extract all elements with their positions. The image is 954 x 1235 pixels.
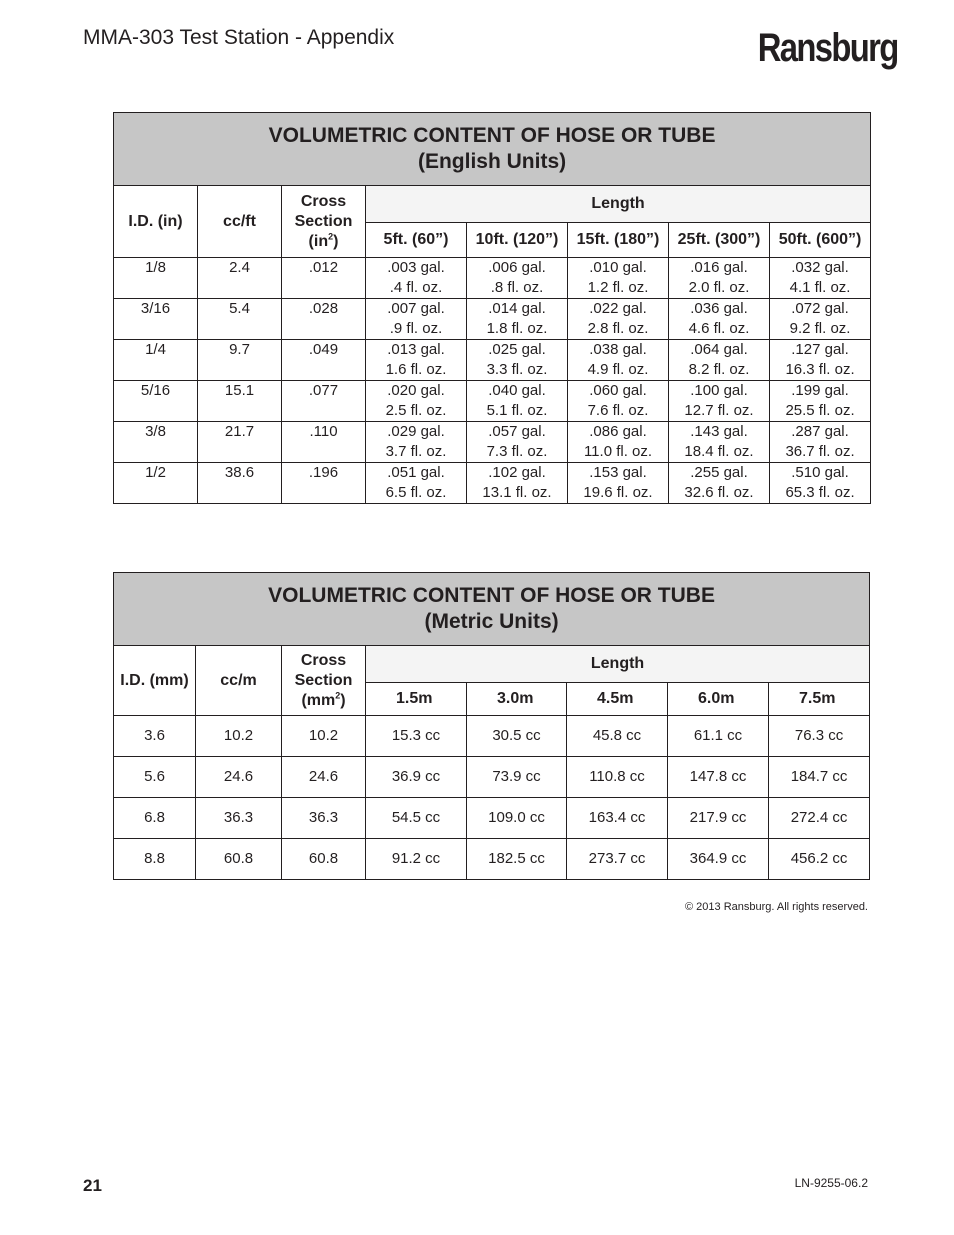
volume-cell — [770, 422, 871, 463]
gallons-value: .014 gal. — [488, 300, 546, 317]
gallons-value: .102 gal. — [488, 464, 546, 481]
gallons-value: .153 gal. — [589, 464, 647, 481]
volume-cell — [366, 422, 467, 463]
volume-cell — [366, 463, 467, 504]
cc-cell: 24.6 — [196, 757, 282, 798]
gallons-value: .036 gal. — [690, 300, 748, 317]
gallons-value: .051 gal. — [387, 464, 445, 481]
id-cell: 8.8 — [114, 839, 196, 880]
fluid-ounces-value: .4 fl. oz. — [389, 279, 443, 296]
volume-cell — [770, 463, 871, 504]
id-cell: 1/8 — [114, 258, 198, 299]
gallons-value: .072 gal. — [791, 300, 849, 317]
fluid-ounces-value: 1.6 fl. oz. — [385, 361, 447, 378]
volume-cell: 36.9 cc — [366, 757, 467, 798]
volume-cell — [366, 340, 467, 381]
volume-cell: 61.1 cc — [668, 716, 769, 757]
volume-cell: 163.4 cc — [567, 798, 668, 839]
gallons-value: .029 gal. — [387, 423, 445, 440]
table-row — [114, 381, 871, 422]
id-cell: 5.6 — [114, 757, 196, 798]
cross-section-cell: .196 — [282, 463, 366, 504]
copyright-notice: © 2013 Ransburg. All rights reserved. — [685, 901, 868, 913]
volume-cell — [366, 299, 467, 340]
volume-cell — [669, 463, 770, 504]
page-header-title: MMA-303 Test Station - Appendix — [83, 26, 395, 49]
cross-section-cell: .077 — [282, 381, 366, 422]
gallons-value: .086 gal. — [589, 423, 647, 440]
cross-section-cell: 10.2 — [282, 716, 366, 757]
gallons-value: .510 gal. — [791, 464, 849, 481]
fluid-ounces-value: 4.9 fl. oz. — [587, 361, 649, 378]
fluid-ounces-value: 1.8 fl. oz. — [486, 320, 548, 337]
cc-cell: 10.2 — [196, 716, 282, 757]
volume-cell — [467, 381, 568, 422]
english-units-table — [113, 112, 871, 504]
fluid-ounces-value: 1.2 fl. oz. — [587, 279, 649, 296]
volume-cell: 456.2 cc — [769, 839, 870, 880]
table-row — [114, 839, 870, 880]
length-header: Length — [366, 646, 870, 683]
gallons-value: .007 gal. — [387, 300, 445, 317]
cross-section-cell: 36.3 — [282, 798, 366, 839]
cross-unit-label: $(mm^2)$ — [301, 690, 346, 709]
volume-cell — [669, 258, 770, 299]
volume-cell: 272.4 cc — [769, 798, 870, 839]
fluid-ounces-value: 36.7 fl. oz. — [785, 443, 855, 460]
gallons-value: .038 gal. — [589, 341, 647, 358]
volume-cell — [366, 258, 467, 299]
volume-cell — [669, 299, 770, 340]
col-header-cross-section — [282, 646, 366, 716]
gallons-value: .013 gal. — [387, 341, 445, 358]
fluid-ounces-value: 9.2 fl. oz. — [789, 320, 851, 337]
gallons-value: .199 gal. — [791, 382, 849, 399]
length-column-header: 7.5m — [769, 683, 870, 716]
volume-cell: 147.8 cc — [668, 757, 769, 798]
fluid-ounces-value: 2.8 fl. oz. — [587, 320, 649, 337]
volume-cell: 184.7 cc — [769, 757, 870, 798]
gallons-value: .032 gal. — [791, 259, 849, 276]
cc-cell: 2.4 — [198, 258, 282, 299]
cross-label: Cross — [300, 651, 347, 669]
table-title-line1: VOLUMETRIC CONTENT OF HOSE OR TUBE — [268, 124, 716, 147]
cross-section-cell: 24.6 — [282, 757, 366, 798]
length-column-header: 1.5m — [366, 683, 467, 716]
volume-cell — [669, 422, 770, 463]
length-column-header: 4.5m — [567, 683, 668, 716]
fluid-ounces-value: 65.3 fl. oz. — [785, 484, 855, 501]
id-cell: 1/4 — [114, 340, 198, 381]
fluid-ounces-value: 18.4 fl. oz. — [684, 443, 754, 460]
fluid-ounces-value: 2.5 fl. oz. — [385, 402, 447, 419]
length-column-header: 3.0m — [467, 683, 567, 716]
cross-unit-label: $(in^2)$ — [308, 231, 339, 250]
volume-cell — [770, 381, 871, 422]
gallons-value: .020 gal. — [387, 382, 445, 399]
length-column-header: 15ft. (180”) — [568, 223, 669, 258]
volume-cell — [467, 299, 568, 340]
cross-section-cell: .012 — [282, 258, 366, 299]
table-title — [114, 113, 871, 186]
page-number: 21 — [83, 1176, 102, 1195]
fluid-ounces-value: .8 fl. oz. — [490, 279, 544, 296]
table-title-line2: (Metric Units) — [424, 610, 559, 633]
col-header-cc: cc/m — [196, 646, 282, 716]
volume-cell — [366, 381, 467, 422]
table-row — [114, 757, 870, 798]
fluid-ounces-value: 3.3 fl. oz. — [486, 361, 548, 378]
table-row — [114, 299, 871, 340]
table-row — [114, 463, 871, 504]
gallons-value: .022 gal. — [589, 300, 647, 317]
volume-cell — [568, 299, 669, 340]
volume-cell: 91.2 cc — [366, 839, 467, 880]
gallons-value: .255 gal. — [690, 464, 748, 481]
section-label: Section — [294, 212, 353, 230]
gallons-value: .040 gal. — [488, 382, 546, 399]
length-column-header: 5ft. (60”) — [366, 223, 467, 258]
cross-section-cell: .110 — [282, 422, 366, 463]
length-column-header: 25ft. (300”) — [669, 223, 770, 258]
volume-cell: 273.7 cc — [567, 839, 668, 880]
table-title — [114, 573, 870, 646]
length-column-header: 50ft. (600”) — [770, 223, 871, 258]
cc-cell: 60.8 — [196, 839, 282, 880]
volume-cell — [568, 340, 669, 381]
col-header-id: I.D. (in) — [114, 186, 198, 258]
cross-section-cell: .028 — [282, 299, 366, 340]
volume-cell: 45.8 cc — [567, 716, 668, 757]
length-column-header: 10ft. (120”) — [467, 223, 568, 258]
cc-cell: 9.7 — [198, 340, 282, 381]
fluid-ounces-value: 2.0 fl. oz. — [688, 279, 750, 296]
volume-cell — [770, 258, 871, 299]
volume-cell: 364.9 cc — [668, 839, 769, 880]
fluid-ounces-value: 6.5 fl. oz. — [385, 484, 447, 501]
fluid-ounces-value: 8.2 fl. oz. — [688, 361, 750, 378]
cross-section-cell: .049 — [282, 340, 366, 381]
volume-cell — [568, 422, 669, 463]
fluid-ounces-value: 3.7 fl. oz. — [385, 443, 447, 460]
volume-cell: 217.9 cc — [668, 798, 769, 839]
volume-cell — [467, 463, 568, 504]
gallons-value: .127 gal. — [791, 341, 849, 358]
volume-cell — [568, 381, 669, 422]
volume-cell — [669, 340, 770, 381]
gallons-value: .100 gal. — [690, 382, 748, 399]
volume-cell — [770, 299, 871, 340]
fluid-ounces-value: 13.1 fl. oz. — [482, 484, 552, 501]
col-header-id: I.D. (mm) — [114, 646, 196, 716]
id-cell: 5/16 — [114, 381, 198, 422]
table-row — [114, 716, 870, 757]
fluid-ounces-value: 5.1 fl. oz. — [486, 402, 548, 419]
table-title-line2: (English Units) — [417, 150, 567, 173]
table-title-line1: VOLUMETRIC CONTENT OF HOSE OR TUBE — [268, 584, 715, 607]
table-row — [114, 422, 871, 463]
gallons-value: .287 gal. — [791, 423, 849, 440]
cc-cell: 21.7 — [198, 422, 282, 463]
gallons-value: .060 gal. — [589, 382, 647, 399]
gallons-value: .016 gal. — [690, 259, 748, 276]
table-row — [114, 340, 871, 381]
cc-cell: 15.1 — [198, 381, 282, 422]
fluid-ounces-value: 7.3 fl. oz. — [486, 443, 548, 460]
fluid-ounces-value: 11.0 fl. oz. — [583, 443, 653, 460]
fluid-ounces-value: 16.3 fl. oz. — [785, 361, 855, 378]
document-number: LN-9255-06.2 — [794, 1176, 868, 1190]
gallons-value: .025 gal. — [488, 341, 546, 358]
cc-cell: 36.3 — [196, 798, 282, 839]
id-cell: 1/2 — [114, 463, 198, 504]
cc-cell: 5.4 — [198, 299, 282, 340]
section-label: Section — [294, 671, 353, 689]
volume-cell — [770, 340, 871, 381]
fluid-ounces-value: 32.6 fl. oz. — [684, 484, 754, 501]
volume-cell: 15.3 cc — [366, 716, 467, 757]
length-column-header: 6.0m — [668, 683, 769, 716]
volume-cell — [669, 381, 770, 422]
col-header-cross-section — [282, 186, 366, 258]
fluid-ounces-value: 25.5 fl. oz. — [785, 402, 855, 419]
gallons-value: .057 gal. — [488, 423, 546, 440]
volume-cell: 109.0 cc — [467, 798, 567, 839]
volume-cell — [467, 422, 568, 463]
table-row — [114, 798, 870, 839]
gallons-value: .143 gal. — [690, 423, 748, 440]
fluid-ounces-value: 4.6 fl. oz. — [688, 320, 750, 337]
id-cell: 3/16 — [114, 299, 198, 340]
gallons-value: .006 gal. — [488, 259, 546, 276]
fluid-ounces-value: .9 fl. oz. — [389, 320, 443, 337]
volume-cell — [467, 340, 568, 381]
fluid-ounces-value: 12.7 fl. oz. — [684, 402, 754, 419]
brand-logo: Ransburg — [758, 26, 898, 70]
id-cell: 3.6 — [114, 716, 196, 757]
cross-section-cell: 60.8 — [282, 839, 366, 880]
volume-cell — [568, 258, 669, 299]
volume-cell: 30.5 cc — [467, 716, 567, 757]
length-header: Length — [366, 186, 871, 223]
col-header-cc: cc/ft — [198, 186, 282, 258]
fluid-ounces-value: 7.6 fl. oz. — [587, 402, 649, 419]
volume-cell: 73.9 cc — [467, 757, 567, 798]
cross-label: Cross — [300, 192, 347, 210]
cc-cell: 38.6 — [198, 463, 282, 504]
table-row — [114, 258, 871, 299]
volume-cell — [568, 463, 669, 504]
fluid-ounces-value: 19.6 fl. oz. — [583, 484, 653, 501]
volume-cell: 54.5 cc — [366, 798, 467, 839]
volume-cell — [467, 258, 568, 299]
fluid-ounces-value: 4.1 fl. oz. — [789, 279, 851, 296]
volume-cell: 110.8 cc — [567, 757, 668, 798]
id-cell: 6.8 — [114, 798, 196, 839]
volume-cell: 182.5 cc — [467, 839, 567, 880]
gallons-value: .010 gal. — [589, 259, 647, 276]
id-cell: 3/8 — [114, 422, 198, 463]
gallons-value: .003 gal. — [387, 259, 445, 276]
gallons-value: .064 gal. — [690, 341, 748, 358]
metric-units-table — [113, 572, 870, 880]
volume-cell: 76.3 cc — [769, 716, 870, 757]
